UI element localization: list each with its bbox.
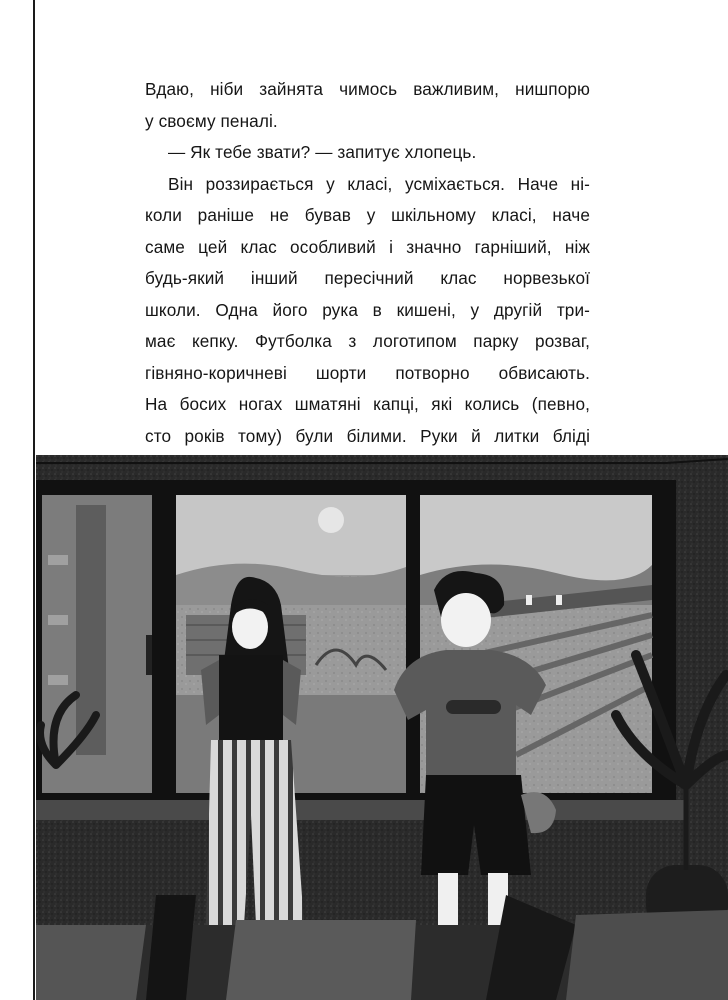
text-line: школи. Одна його рука в кишені, у другій три- (145, 299, 590, 320)
text-line: має кепку. Футболка з логотипом парку розваг, (145, 331, 590, 351)
text-line: Він роззирається у класі, усміхається. Наче ні- (168, 173, 590, 194)
text-line: гівняно-коричневі шорти потворно обвисають. (145, 362, 590, 383)
text-line: сто років тому) були білими. Руки й литки бліді (145, 425, 590, 446)
text-line: саме цей клас особливий і значно гарніший, ніж (145, 236, 590, 257)
text-line: — Як тебе звати? — запитує хлопець. (168, 142, 477, 162)
text-line: На босих ногах шматяні капці, які колись (певно, (145, 394, 590, 414)
page-spine-edge (33, 0, 35, 1000)
window-pane-left (42, 495, 152, 793)
window-sill (36, 800, 686, 820)
classroom-illustration (36, 455, 728, 1000)
text-line: у своєму пеналі. (145, 110, 278, 131)
illustration (36, 455, 728, 1000)
text-line: будь-який інший пересічний клас норвезької (145, 268, 590, 288)
body-text (145, 74, 590, 452)
text-line: коли раніше не бував у шкільному класі, наче (145, 205, 590, 225)
text-line: Вдаю, ніби зайнята чимось важливим, нишпорю (145, 79, 590, 99)
